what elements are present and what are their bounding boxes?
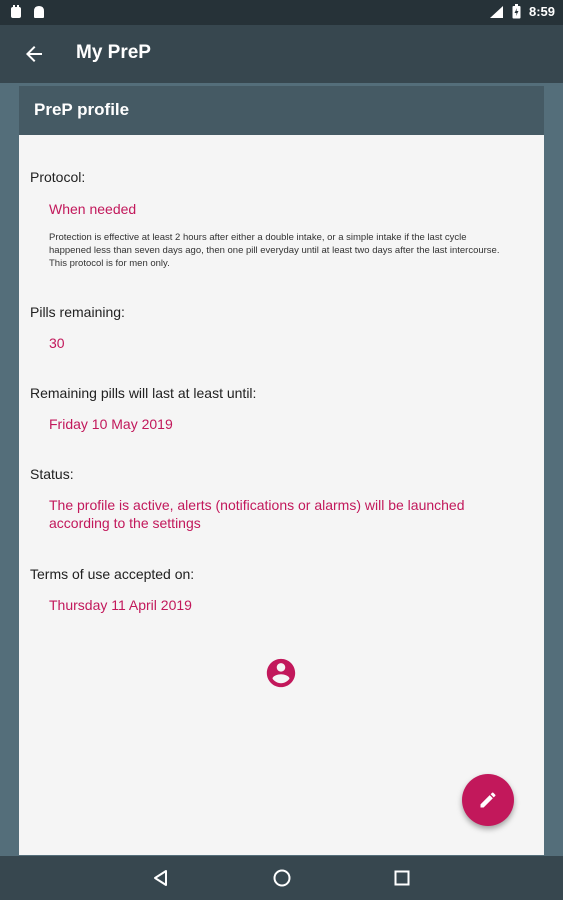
circle-home-icon [272,868,292,888]
signal-icon [488,5,504,19]
back-button[interactable] [22,42,46,66]
battery-icon [512,4,521,19]
pencil-icon [478,790,498,810]
protocol-value: When needed [49,201,137,217]
arrow-back-icon [22,42,46,66]
pills-remaining-value: 30 [49,335,65,351]
notification-icons [10,5,46,19]
last-until-value: Friday 10 May 2019 [49,416,173,432]
clock: 8:59 [528,4,555,19]
status-bar [0,0,563,25]
app-bar [0,25,563,83]
last-until-label: Remaining pills will last at least until: [30,385,257,401]
status-label: Status: [30,466,74,482]
edit-fab-button[interactable] [462,774,514,826]
nav-recents-button[interactable] [392,868,412,888]
nav-home-button[interactable] [272,868,292,888]
prep-profile-card [19,86,544,855]
protocol-label: Protocol: [30,169,86,185]
triangle-back-icon [151,868,171,888]
nav-back-button[interactable] [151,868,171,888]
status-icons [488,4,555,19]
status-value: The profile is active, alerts (notifications or alarms) will be launched according to the settings [49,497,465,531]
system-nav-bar [0,856,563,900]
android-notification-icon [32,5,46,19]
protocol-description: Protection is effective at least 2 hours after either a double intake, or a simple intake if the last cycle happened less than seven days ago, then one pill everyday until at least two days after the last intercourse. This protocol is for men only. [49,232,500,269]
square-recents-icon [392,868,412,888]
card-header [19,86,544,135]
terms-label: Terms of use accepted on: [30,566,195,582]
pills-remaining-label: Pills remaining: [30,304,125,320]
account-circle-icon [264,656,298,690]
page-title: My PreP [76,42,151,63]
profile-button[interactable] [264,656,298,690]
terms-value: Thursday 11 April 2019 [49,597,192,613]
notification-app-icon [10,5,22,19]
card-title: PreP profile [34,100,130,119]
